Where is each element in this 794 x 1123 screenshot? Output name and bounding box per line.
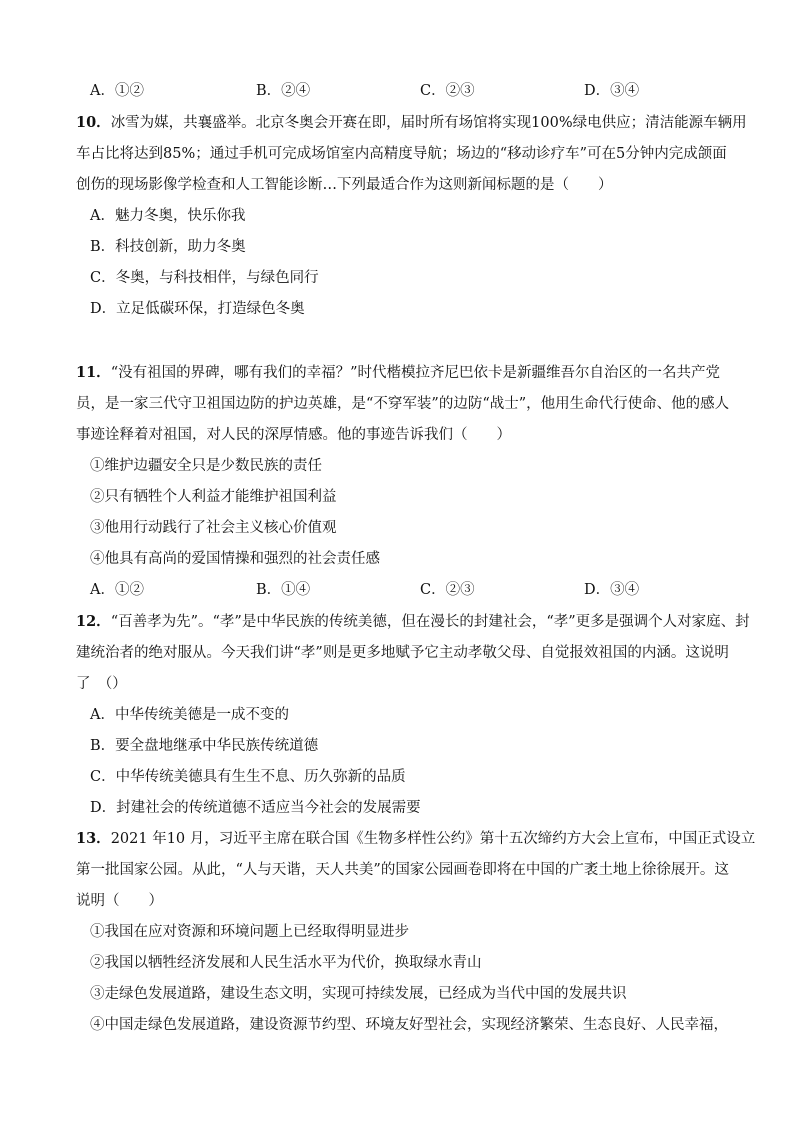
question-11-statement-1: ①维护边疆安全只是少数民族的责任 xyxy=(90,458,322,474)
question-10-line-2: 车占比将达到85%；通过手机可完成场馆室内高精度导航；场边的“移动诊疗车”可在5分钟内完成颌面 xyxy=(76,146,727,162)
question-13-statement-4: ④中国走绿色发展道路，建设资源节约型、环境友好型社会，实现经济繁荣、生态良好、人民幸福， xyxy=(90,1017,728,1033)
question-12-option-c[interactable]: C．中华传统美德具有生生不息、历久弥新的品质 xyxy=(90,769,406,785)
question-11-statement-3: ③他用行动践行了社会主义核心价值观 xyxy=(90,520,337,536)
question-10-option-c[interactable]: C．冬奥，与科技相伴，与绿色同行 xyxy=(90,270,319,286)
question-12-number: 12． xyxy=(76,613,111,630)
question-13-statement-3: ③走绿色发展道路，建设生态文明，实现可持续发展，已经成为当代中国的发展共识 xyxy=(90,986,627,1002)
question-12-text: “百善孝为先”。“孝”是中华民族的传统美德，但在漫长的封建社会，“孝”更多是强调个人对家庭、封 xyxy=(110,614,750,630)
question-13-line-2: 第一批国家公园。从此，“人与天谐，天人共美”的国家公园画卷即将在中国的广袤土地上徐徐展开。这 xyxy=(76,862,729,878)
option-b[interactable]: B．②④ xyxy=(256,83,311,99)
question-11-statement-2: ②只有牺牲个人利益才能维护祖国利益 xyxy=(90,489,337,505)
question-12-option-b[interactable]: B．要全盘地继承中华民族传统道德 xyxy=(90,738,319,754)
option-c[interactable]: C．②③ xyxy=(420,83,475,99)
question-12-line-1 xyxy=(76,612,750,632)
question-13-text: 2021 年10 月，习近平主席在联合国《生物多样性公约》第十五次缔约方大会上宣布，中国正式设立 xyxy=(110,831,756,847)
question-10-option-b[interactable]: B．科技创新，助力冬奥 xyxy=(90,239,246,255)
question-13-line-3: 说明（ ） xyxy=(76,893,163,909)
question-10-line-1 xyxy=(76,113,747,133)
question-11-option-a[interactable]: A．①② xyxy=(90,582,144,598)
option-a[interactable]: A．①② xyxy=(90,83,144,99)
question-12-option-a[interactable]: A．中华传统美德是一成不变的 xyxy=(90,707,289,723)
question-11-option-b[interactable]: B．①④ xyxy=(256,582,311,598)
question-11-number: 11． xyxy=(76,364,111,381)
question-11-line-1 xyxy=(76,363,720,383)
question-11-line-2: 员，是一家三代守卫祖国边防的护边英雄，是“不穿军装”的边防“战士”，他用生命代行使命、他的感人 xyxy=(76,396,730,412)
question-11-line-3: 事迹诠释着对祖国，对人民的深厚情感。他的事迹告诉我们（ ） xyxy=(76,427,511,443)
question-13-statement-2: ②我国以牺牲经济发展和人民生活水平为代价，换取绿水青山 xyxy=(90,955,482,971)
question-13-number: 13． xyxy=(76,830,111,847)
question-10-number: 10． xyxy=(76,114,111,131)
question-11-statement-4: ④他具有高尚的爱国情操和强烈的社会责任感 xyxy=(90,551,380,567)
question-11-option-d[interactable]: D．③④ xyxy=(584,582,640,598)
option-d[interactable]: D．③④ xyxy=(584,83,640,99)
question-11-option-c[interactable]: C．②③ xyxy=(420,582,475,598)
question-12-line-3: 了 （） xyxy=(76,676,127,692)
question-11-text: “没有祖国的界碑，哪有我们的幸福？”时代楷模拉齐尼巴依卡是新疆维吾尔自治区的一名共产党 xyxy=(110,365,721,381)
question-10-option-a[interactable]: A．魅力冬奥，快乐你我 xyxy=(90,208,246,224)
question-10-text: 冰雪为媒，共襄盛举。北京冬奥会开赛在即，届时所有场馆将实现100%绿电供应；清洁能源车辆用 xyxy=(110,115,747,131)
question-12-option-d[interactable]: D．封建社会的传统道德不适应当今社会的发展需要 xyxy=(90,800,421,816)
question-10-option-d[interactable]: D．立足低碳环保，打造绿色冬奥 xyxy=(90,301,305,317)
question-12-line-2: 建统治者的绝对服从。今天我们讲“孝”则是更多地赋予它主动孝敬父母、自觉报效祖国的内涵。这说明 xyxy=(76,645,729,661)
question-13-line-1 xyxy=(76,829,755,849)
question-13-statement-1: ①我国在应对资源和环境问题上已经取得明显进步 xyxy=(90,924,409,940)
question-10-line-3: 创伤的现场影像学检查和人工智能诊断…下列最适合作为这则新闻标题的是（ ） xyxy=(76,177,613,193)
